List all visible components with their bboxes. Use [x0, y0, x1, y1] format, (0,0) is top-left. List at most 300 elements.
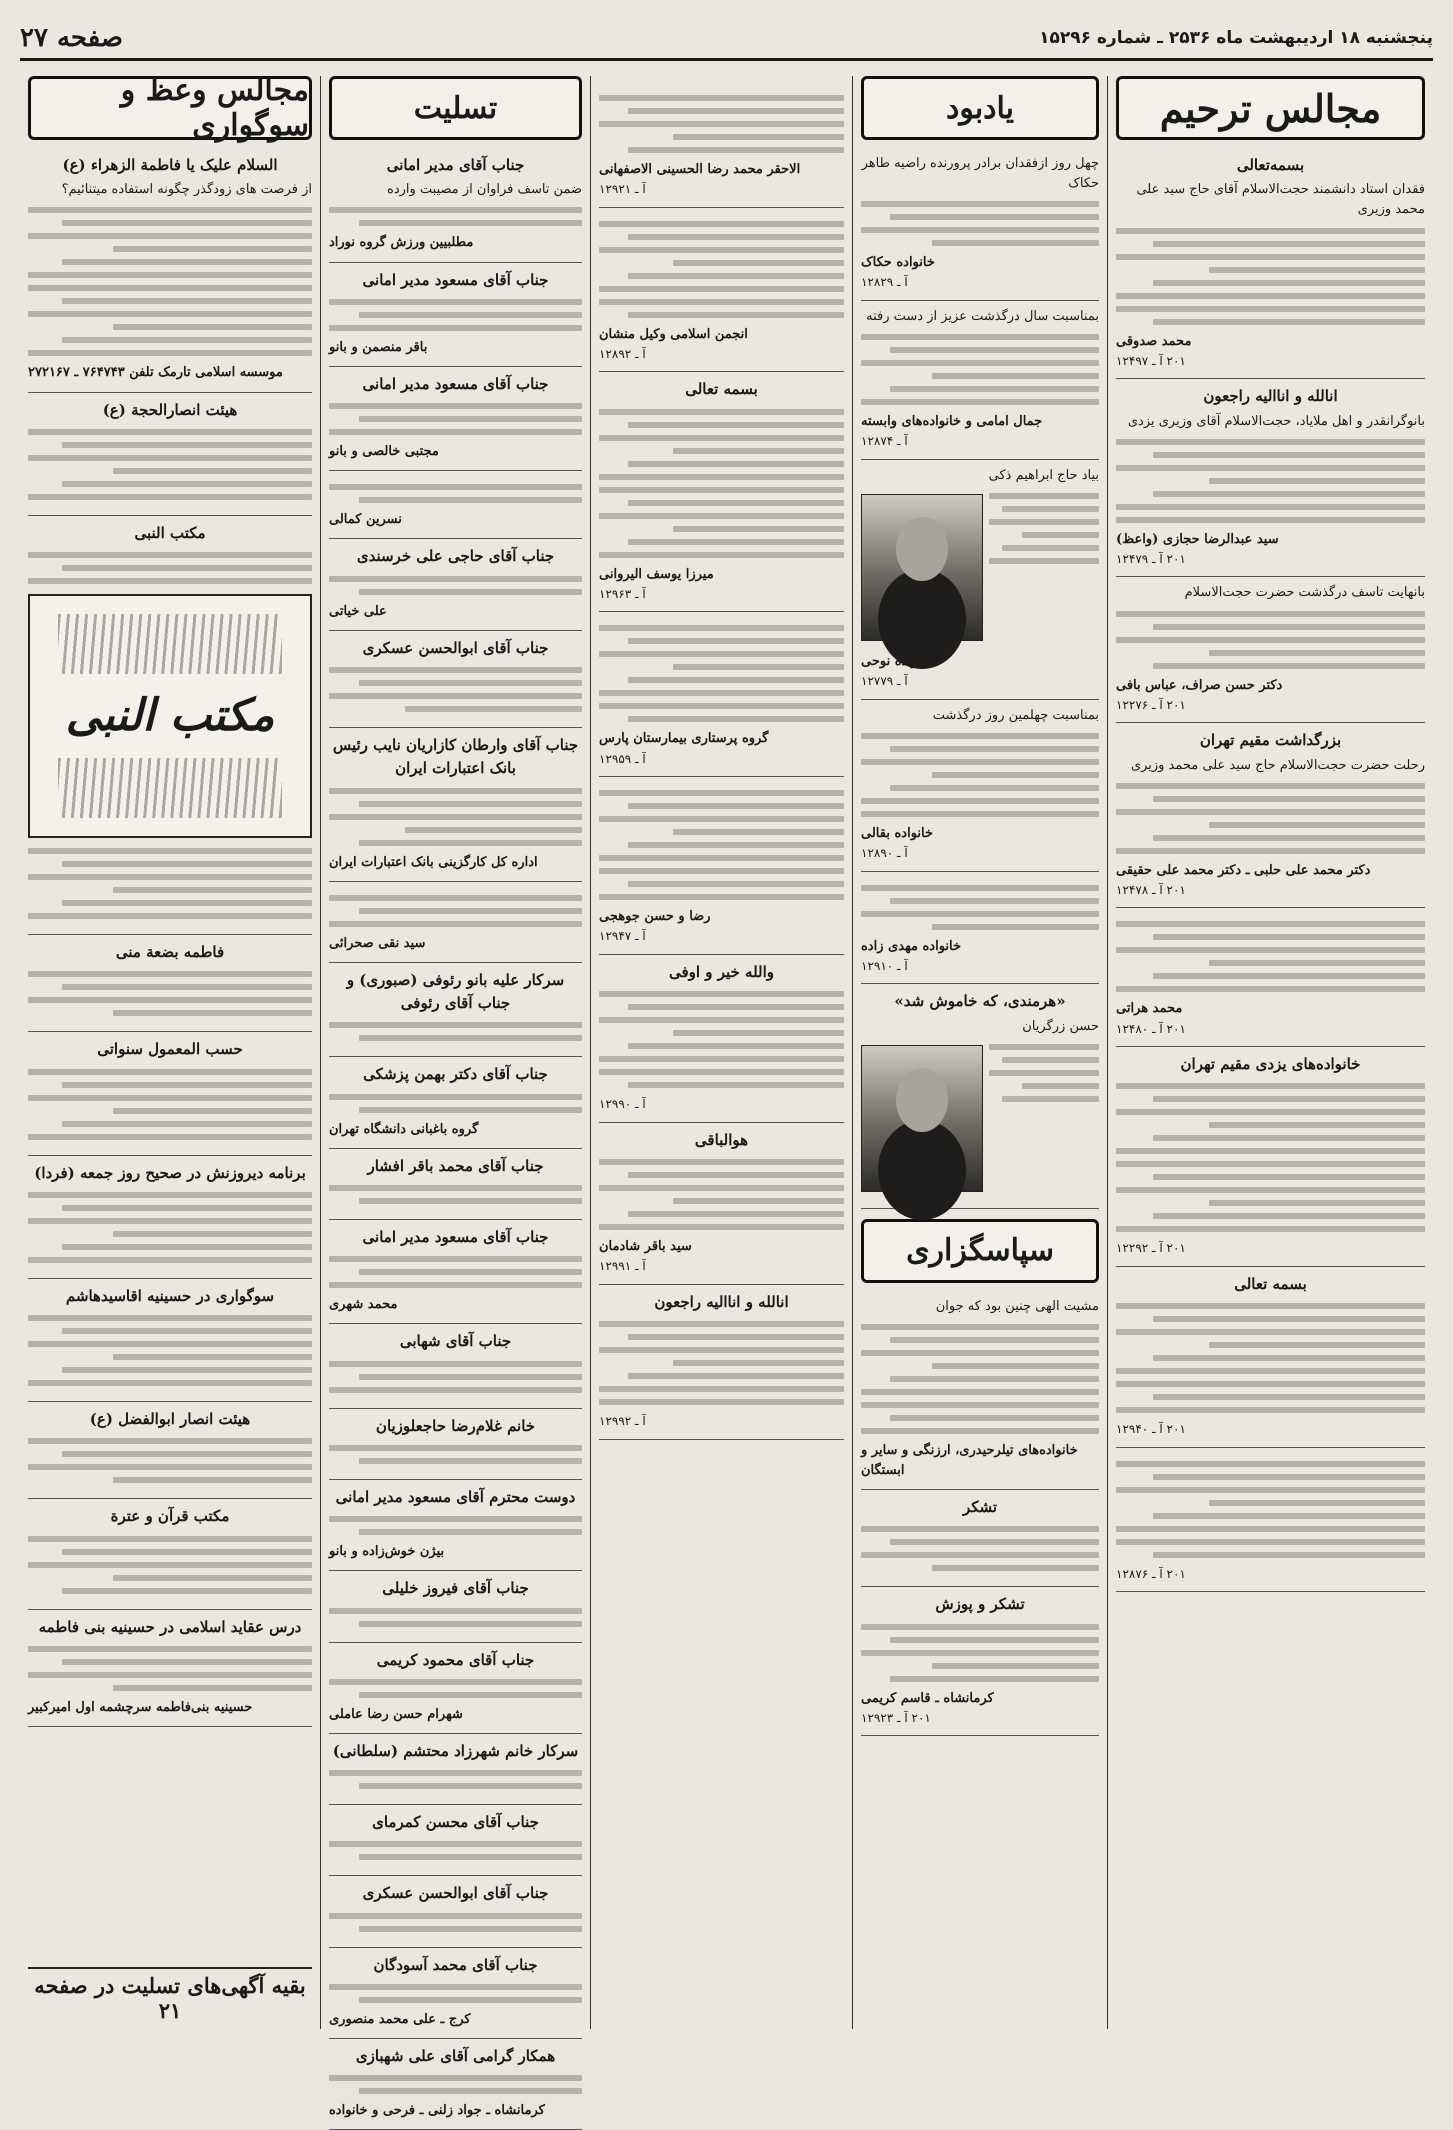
- text-line: [599, 1386, 844, 1392]
- text-line: [599, 286, 844, 292]
- notice-signature: الاحقر محمد رضا الحسینی الاصفهانی: [599, 162, 801, 177]
- text-line: [62, 984, 312, 990]
- text-line: [1153, 1135, 1425, 1141]
- notice-heading: هیئت انصار ابوالفضل (ع): [89, 1410, 251, 1429]
- issue-date: پنجشنبه ۱۸ اردیبهشت ماه ۲۵۳۶ ـ شماره ۱۵۲۹۶: [1039, 28, 1433, 48]
- text-line: [28, 1315, 312, 1321]
- text-lines: [599, 221, 844, 318]
- text-line: [1153, 491, 1425, 497]
- text-line: [628, 1211, 844, 1217]
- text-lines: [329, 2075, 582, 2094]
- notice-signature: خانواده بقالی: [861, 825, 934, 841]
- text-lines: [861, 201, 1099, 246]
- text-line: [599, 703, 844, 709]
- notice-heading: سرکار علیه بانو رئوفی (صبوری) و جناب آقای رئوفی: [346, 970, 565, 1013]
- notice-code: ۲۰۱ آ ـ ۱۲۴۸۰: [1116, 1021, 1186, 1036]
- text-line: [599, 121, 844, 127]
- text-lines: [329, 1913, 582, 1932]
- text-line: [329, 693, 582, 699]
- text-line: [1209, 478, 1425, 484]
- notice-text: فقدان استاد دانشمند حجت‌الاسلام آقای حاج سید علی محمد وزیری: [1136, 182, 1425, 218]
- text-line: [1116, 1539, 1425, 1545]
- notice-text: ضمن تاسف فراوان از مصیبت وارده: [387, 182, 582, 198]
- text-line: [628, 1172, 844, 1178]
- text-line: [1153, 934, 1425, 940]
- text-line: [1116, 1148, 1425, 1154]
- text-line: [62, 259, 312, 265]
- text-line: [1116, 1187, 1425, 1193]
- photo-caption: [989, 486, 1099, 571]
- text-lines: [329, 1185, 582, 1204]
- text-lines: [599, 991, 844, 1088]
- notice-heading: جناب آقای فیروز خلیلی: [382, 1579, 529, 1598]
- notice-heading: بسمه‌تعالی: [1236, 156, 1305, 174]
- notice-code: ۲۰۱ آ ـ ۱۲۲۹۲: [1116, 1241, 1186, 1256]
- text-lines: [599, 409, 844, 558]
- text-line: [599, 868, 844, 874]
- text-line: [329, 403, 582, 409]
- notice-heading: جناب آقای محمد باقر افشار: [367, 1156, 544, 1175]
- text-line: [62, 1367, 312, 1373]
- text-line: [28, 207, 312, 213]
- notice-code: ۲۰۱ آ ـ ۱۲۴۷۸: [1116, 882, 1186, 897]
- continued-note: بقیه آگهی‌های تسلیت در صفحه ۲۱: [28, 1967, 312, 2023]
- text-line: [628, 1334, 844, 1340]
- text-line: [1153, 241, 1425, 247]
- text-line: [1153, 452, 1425, 458]
- notice-signature: کرمانشاه ـ قاسم کریمی: [861, 1690, 994, 1706]
- text-line: [1116, 465, 1425, 471]
- text-line: [1116, 439, 1425, 445]
- text-line: [861, 1324, 1099, 1330]
- text-line: [1002, 1057, 1099, 1063]
- text-line: [890, 1337, 1099, 1343]
- notice-heading: هیئت انصارالحجة (ع): [102, 400, 238, 419]
- text-line: [628, 881, 844, 887]
- text-line: [599, 435, 844, 441]
- notice-text: حسن زرگریان: [1022, 1018, 1099, 1034]
- text-line: [359, 1107, 582, 1113]
- text-line: [989, 1070, 1099, 1076]
- notice: [329, 1220, 582, 1324]
- text-line: [890, 785, 1099, 791]
- text-line: [1209, 822, 1425, 828]
- text-lines: [329, 484, 582, 503]
- notice-signature: محمد هراتی: [1116, 1001, 1183, 1017]
- text-line: [890, 746, 1099, 752]
- text-line: [1153, 835, 1425, 841]
- text-line: [599, 299, 844, 305]
- notice: [599, 955, 844, 1123]
- text-line: [405, 706, 582, 712]
- text-line: [28, 1464, 312, 1470]
- text-line: [359, 1692, 582, 1698]
- text-line: [1116, 1407, 1425, 1413]
- text-line: [628, 273, 844, 279]
- text-lines: [1116, 783, 1425, 854]
- notice-list: [1116, 148, 1425, 1592]
- text-line: [1116, 517, 1425, 523]
- text-line: [599, 1185, 844, 1191]
- text-line: [113, 1010, 312, 1016]
- notice-code: آ ـ ۱۲۸۹۰: [861, 846, 908, 861]
- text-line: [28, 429, 312, 435]
- notice: [861, 872, 1099, 985]
- text-line: [1153, 1174, 1425, 1180]
- notice-code: ۲۰۱ آ ـ ۱۲۹۲۳: [861, 1710, 931, 1725]
- text-line: [628, 461, 844, 467]
- text-line: [1153, 1552, 1425, 1558]
- text-line: [628, 842, 844, 848]
- text-lines: [599, 1159, 844, 1230]
- text-line: [28, 350, 312, 356]
- text-line: [359, 1621, 582, 1627]
- text-line: [28, 494, 312, 500]
- text-line: [861, 911, 1099, 917]
- notice-heading: حسب المعمول سنواتی: [97, 1040, 243, 1059]
- text-line: [329, 1516, 582, 1522]
- text-line: [113, 1354, 312, 1360]
- text-line: [599, 1399, 844, 1405]
- text-lines: [1116, 439, 1425, 523]
- text-lines: [989, 1044, 1099, 1102]
- text-line: [113, 1575, 312, 1581]
- notice-heading: جناب آقای شهابی: [399, 1332, 512, 1351]
- notice-heading: جناب آقای دکتر بهمن پزشکی: [363, 1065, 548, 1084]
- notice: [1116, 723, 1425, 908]
- notice-heading: جناب آقای ابوالحسن عسکری: [362, 638, 549, 657]
- text-line: [599, 790, 844, 796]
- notice-signature: خانواده‌های تیلرحیدری، ارزنگی و سایر و ابستگان: [861, 1442, 1078, 1479]
- text-line: [599, 409, 844, 415]
- notice: [861, 1587, 1099, 1736]
- notice: [1116, 1267, 1425, 1448]
- text-lines: [329, 1608, 582, 1627]
- text-lines: [329, 1841, 582, 1860]
- notice-signature: رضا و حسن جوهجی: [599, 909, 711, 925]
- text-line: [861, 811, 1099, 817]
- text-lines: [28, 207, 312, 356]
- text-line: [1116, 1526, 1425, 1532]
- notice: [599, 612, 844, 777]
- column-yadbood: [852, 76, 1107, 2029]
- text-line: [861, 399, 1099, 405]
- text-line: [359, 680, 582, 686]
- text-line: [1153, 1474, 1425, 1480]
- text-line: [28, 1095, 312, 1101]
- text-lines: [329, 667, 582, 712]
- notice: [28, 1610, 312, 1727]
- notice-signature: باقر منصمن و بانو: [329, 339, 428, 355]
- text-line: [62, 481, 312, 487]
- text-line: [628, 422, 844, 428]
- text-line: [861, 1624, 1099, 1630]
- text-line: [113, 1231, 312, 1237]
- notice: [329, 367, 582, 471]
- notice-signature: اداره کل کارگزینی بانک اعتبارات ایران: [329, 854, 538, 870]
- text-line: [1116, 783, 1425, 789]
- text-line: [1209, 960, 1425, 966]
- notice-code: آ ـ ۱۲۹۵۹: [599, 751, 646, 766]
- notice-code: ۲۰۱ آ ـ ۱۲۴۷۹: [1116, 551, 1186, 566]
- notice-heading: جناب آقای وارطان کازاریان نایب رئیس بانک اعتبارات ایران: [332, 736, 579, 778]
- text-line: [599, 1347, 844, 1353]
- text-line: [329, 1387, 582, 1393]
- text-line: [861, 1350, 1099, 1356]
- text-lines: [28, 1438, 312, 1483]
- notice-text: بمناسبت چهلمین روز درگذشت: [932, 707, 1099, 723]
- text-line: [599, 1017, 844, 1023]
- text-line: [1116, 1083, 1425, 1089]
- notice-signature: شهرام حسن رضا عاملی: [329, 1706, 463, 1722]
- text-line: [1022, 1083, 1099, 1089]
- notice: [329, 1057, 582, 1148]
- text-line: [329, 1094, 582, 1100]
- text-line: [329, 1282, 582, 1288]
- text-line: [62, 1082, 312, 1088]
- text-line: [599, 1224, 844, 1230]
- text-line: [405, 827, 582, 833]
- text-lines: [861, 733, 1099, 817]
- text-line: [673, 829, 845, 835]
- text-lines: [1116, 1461, 1425, 1558]
- text-line: [673, 526, 845, 532]
- text-line: [861, 1428, 1099, 1434]
- text-lines: [28, 848, 312, 919]
- notice-heading: تشکر و پوزش: [935, 1595, 1025, 1614]
- notice-code: آ ـ ۱۲۹۹۰: [599, 1097, 646, 1112]
- text-lines: [329, 1679, 582, 1698]
- text-lines: [329, 1361, 582, 1393]
- text-line: [1116, 1461, 1425, 1467]
- text-lines: [329, 1094, 582, 1113]
- text-line: [861, 227, 1099, 233]
- text-line: [329, 1679, 582, 1685]
- text-line: [1209, 1200, 1425, 1206]
- notice-code: ۲۰۱ آ ـ ۱۲۸۷۶: [1116, 1566, 1186, 1581]
- notice-signature: نسرین کمالی: [329, 512, 402, 528]
- section-title-tasliyat: تسلیت: [329, 76, 582, 140]
- text-line: [1153, 1513, 1425, 1519]
- text-line: [329, 429, 582, 435]
- text-line: [628, 108, 844, 114]
- notice: [28, 1279, 312, 1402]
- text-line: [359, 1529, 582, 1535]
- text-line: [1209, 1122, 1425, 1128]
- text-lines: [1116, 1303, 1425, 1413]
- notice-text: بانهایت تاسف درگذشت حضرت حجت‌الاسلام: [1184, 585, 1425, 601]
- text-line: [1002, 1096, 1099, 1102]
- photo-block: [861, 486, 1099, 649]
- notice-signature: مجتبی خالصی و بانو: [329, 444, 439, 460]
- column-majales-vaz: [20, 73, 320, 2029]
- text-line: [1116, 1109, 1425, 1115]
- text-line: [673, 260, 845, 266]
- text-line: [861, 1650, 1099, 1656]
- text-line: [599, 474, 844, 480]
- notice-signature: دکتر حسن صراف، عباس بافی: [1116, 677, 1283, 693]
- text-line: [28, 1562, 312, 1568]
- text-line: [861, 360, 1099, 366]
- text-line: [28, 1672, 312, 1678]
- text-line: [989, 558, 1099, 564]
- notice-signature: گروه باغبانی دانشگاه تهران: [329, 1121, 479, 1137]
- text-line: [1116, 1329, 1425, 1335]
- notice: [329, 1571, 582, 1642]
- section-title-sepasgozari: سپاسگزاری: [861, 1219, 1099, 1283]
- notice: [1116, 1047, 1425, 1267]
- notice-list: [599, 76, 844, 1440]
- text-line: [1116, 848, 1425, 854]
- text-line: [28, 913, 312, 919]
- text-lines: [599, 625, 844, 722]
- text-line: [1209, 1342, 1425, 1348]
- notice-code: آ ـ ۱۲۸۹۲: [599, 346, 646, 361]
- notice-text: مشیت الهی چنین بود که جوان: [935, 1298, 1099, 1314]
- notice-signature: محمد شهری: [329, 1297, 398, 1313]
- text-line: [113, 1108, 312, 1114]
- notice-code: ۲۰۱ آ ـ ۱۲۲۷۶: [1116, 697, 1186, 712]
- notice-signature: علی خیاتی: [329, 603, 387, 619]
- notice-heading: همکار گرامی آقای علی شهبازی: [355, 2047, 556, 2066]
- notice-list: [28, 148, 312, 1727]
- text-line: [861, 759, 1099, 765]
- notice-code: آ ـ ۱۲۹۱۰: [861, 958, 908, 973]
- notice-signature: خانواده حکاک: [861, 255, 935, 271]
- text-line: [890, 386, 1099, 392]
- text-line: [28, 997, 312, 1003]
- notice: [599, 1123, 844, 1285]
- text-line: [890, 347, 1099, 353]
- portrait-photo: [861, 494, 983, 641]
- notice-list: [861, 148, 1099, 1209]
- text-line: [359, 1198, 582, 1204]
- notice: [329, 1149, 582, 1220]
- text-line: [62, 900, 312, 906]
- notice-text: بیاد حاج ابراهیم ذکی: [988, 467, 1099, 483]
- calligraphy-script: [58, 758, 282, 818]
- text-lines: [861, 1324, 1099, 1434]
- notice-heading: جناب آقای مسعود مدیر امانی: [362, 270, 549, 289]
- notice-heading: انالله و اناالیه راجعون: [1203, 387, 1338, 406]
- text-line: [359, 1926, 582, 1932]
- text-line: [890, 1676, 1099, 1682]
- notice-heading: جناب آقای محمد آسودگان: [373, 1955, 538, 1974]
- text-line: [329, 788, 582, 794]
- text-line: [628, 1373, 844, 1379]
- portrait-photo: [861, 1045, 983, 1192]
- text-lines: [329, 1984, 582, 2003]
- text-line: [1116, 293, 1425, 299]
- notice-code: آ ـ ۱۲۹۹۱: [599, 1259, 646, 1274]
- text-line: [599, 894, 844, 900]
- notice-signature: خانواده نوحی: [861, 654, 934, 670]
- text-line: [113, 246, 312, 252]
- text-line: [673, 1360, 845, 1366]
- notice: [28, 393, 312, 516]
- text-line: [329, 1022, 582, 1028]
- text-line: [1116, 1381, 1425, 1387]
- text-line: [359, 2088, 582, 2094]
- notice: [329, 1409, 582, 1480]
- notice: [329, 1480, 582, 1571]
- notice: [28, 148, 312, 393]
- text-line: [1153, 796, 1425, 802]
- notice-heading: جناب آقای مسعود مدیر امانی: [362, 1228, 549, 1247]
- photo-block: [861, 1037, 1099, 1200]
- text-lines: [329, 895, 582, 927]
- notice-heading: خانواده‌های یزدی مقیم تهران: [1180, 1055, 1361, 1074]
- text-line: [62, 1451, 312, 1457]
- text-line: [359, 1854, 582, 1860]
- text-lines: [861, 1526, 1099, 1571]
- notice: [861, 984, 1099, 1208]
- notice: [329, 1734, 582, 1805]
- text-line: [359, 497, 582, 503]
- notice: [1116, 1448, 1425, 1593]
- text-line: [1116, 637, 1425, 643]
- text-line: [1209, 1500, 1425, 1506]
- notice-code: ۲۰۱ آ ـ ۱۲۹۴۰: [1116, 1422, 1186, 1437]
- text-lines: [861, 885, 1099, 930]
- text-lines: [599, 1321, 844, 1405]
- text-line: [62, 565, 312, 571]
- notice-signature: بیژن خوش‌زاده و بانو: [329, 1544, 445, 1560]
- notice: [329, 882, 582, 963]
- section-title-majales-tarhim: مجالس ترحیم: [1116, 76, 1425, 140]
- masthead: [20, 18, 1433, 61]
- text-lines: [329, 1256, 582, 1288]
- text-line: [599, 1069, 844, 1075]
- calligraphy-title: مکتب النبی: [65, 689, 275, 741]
- text-line: [1153, 319, 1425, 325]
- text-line: [359, 1035, 582, 1041]
- notice-heading: سوگواری در حسینیه اقاسیدهاشم: [65, 1286, 275, 1305]
- notice-heading: فاطمه بضعة منی: [115, 943, 225, 962]
- text-line: [861, 733, 1099, 739]
- text-line: [359, 416, 582, 422]
- notice: [1116, 379, 1425, 577]
- text-line: [28, 1069, 312, 1075]
- text-line: [890, 898, 1099, 904]
- text-line: [329, 1841, 582, 1847]
- text-line: [329, 1608, 582, 1614]
- notice-text: چهل روز ازفقدان برادر پرورنده راضیه طاهر حکاک: [861, 156, 1099, 192]
- text-lines: [329, 299, 582, 331]
- text-line: [1116, 1161, 1425, 1167]
- text-line: [861, 798, 1099, 804]
- text-line: [628, 500, 844, 506]
- notice-code: آ ـ ۱۲۹۹۲: [599, 1414, 646, 1428]
- text-line: [359, 840, 582, 846]
- notice-signature: سید نقی صحرائی: [329, 935, 426, 951]
- text-lines: [28, 971, 312, 1016]
- text-line: [28, 1192, 312, 1198]
- text-lines: [329, 403, 582, 435]
- text-line: [329, 2075, 582, 2081]
- calligraphy-banner: [28, 594, 312, 838]
- text-line: [599, 487, 844, 493]
- notice-heading: دوست محترم آقای مسعود مدیر امانی: [335, 1487, 576, 1506]
- text-lines: [1116, 611, 1425, 669]
- text-line: [329, 1256, 582, 1262]
- text-line: [28, 874, 312, 880]
- text-line: [1153, 1394, 1425, 1400]
- text-line: [329, 667, 582, 673]
- text-line: [359, 1269, 582, 1275]
- text-line: [628, 539, 844, 545]
- notice: [861, 148, 1099, 301]
